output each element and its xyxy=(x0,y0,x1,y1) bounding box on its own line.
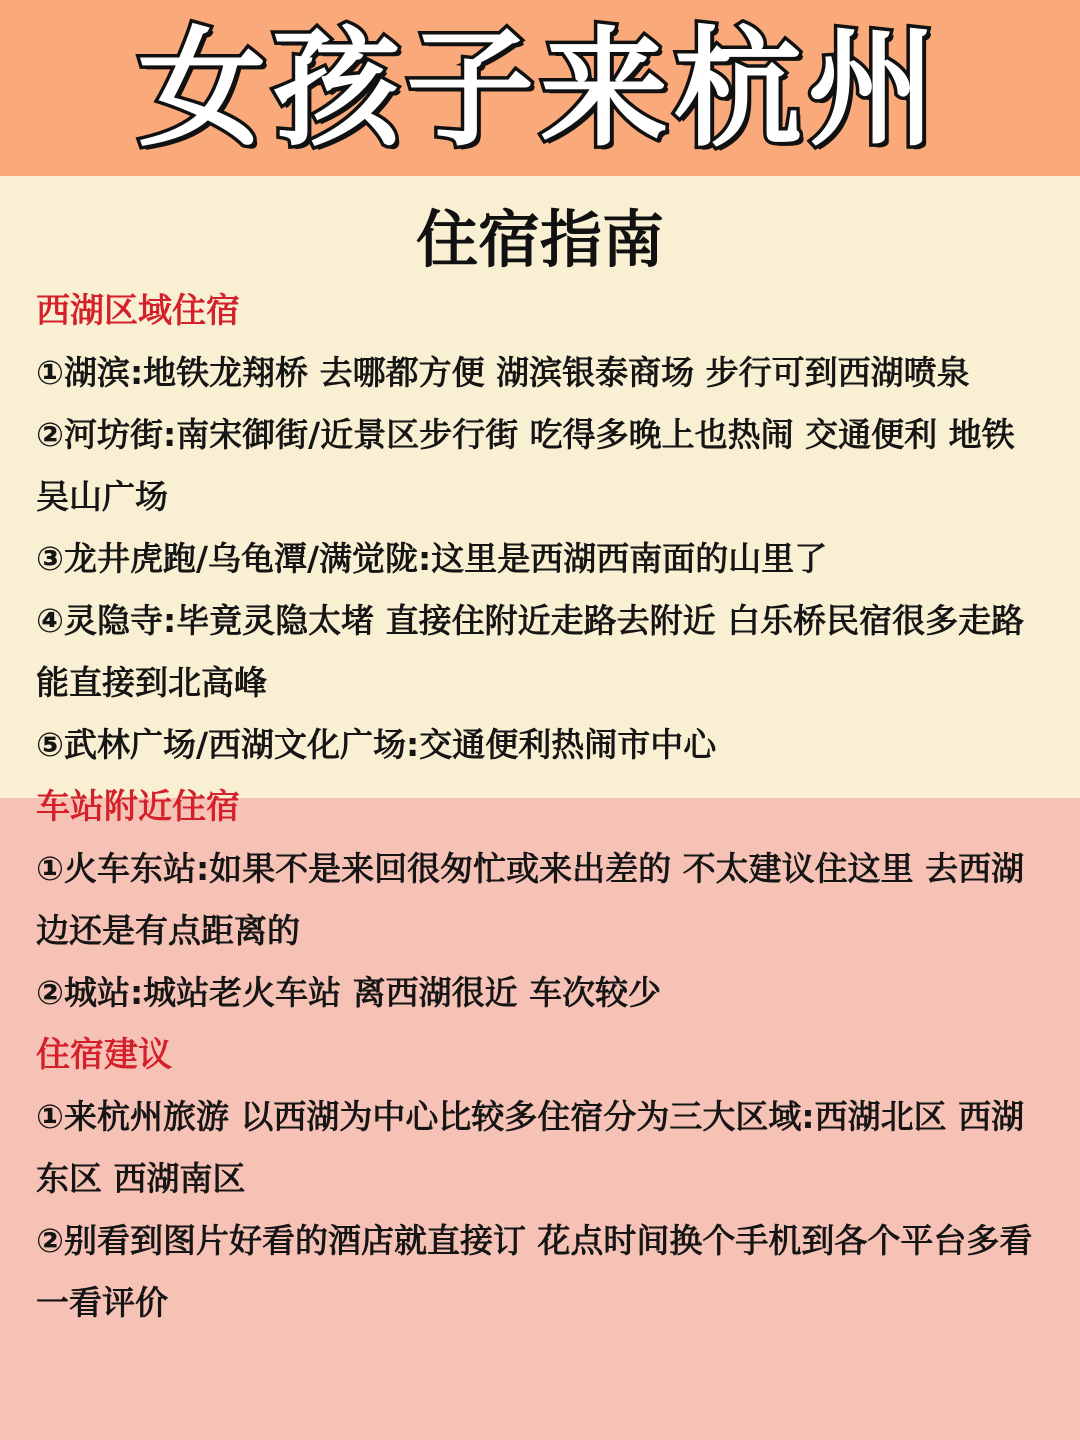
page-title: 女孩子来杭州 xyxy=(137,15,942,164)
list-item: ⑤武林广场/西湖文化广场:交通便利热闹市中心 xyxy=(36,725,717,764)
list-item: ③龙井虎跑/乌龟潭/满觉陇:这里是西湖西南面的山里了 xyxy=(36,539,828,578)
section-heading-station: 车站附近住宿 xyxy=(36,787,240,827)
list-item: ①湖滨:地铁龙翔桥 去哪都方便 湖滨银泰商场 步行可到西湖喷泉 xyxy=(36,353,970,392)
section-heading-westlake: 西湖区域住宿 xyxy=(36,291,240,331)
page-subtitle: 住宿指南 xyxy=(415,203,664,276)
list-item: ①来杭州旅游 以西湖为中心比较多住宿分为三大区域:西湖北区 西湖东区 西湖南区 xyxy=(36,1097,1025,1198)
list-item: ④灵隐寺:毕竟灵隐太堵 直接住附近走路去附近 白乐桥民宿很多走路能直接到北高峰 xyxy=(36,601,1025,702)
list-item: ①火车东站:如果不是来回很匆忙或来出差的 不太建议住这里 去西湖边还是有点距离的 xyxy=(36,849,1025,950)
section-heading-advice: 住宿建议 xyxy=(36,1035,172,1075)
list-item: ②别看到图片好看的酒店就直接订 花点时间换个手机到各个平台多看一看评价 xyxy=(36,1221,1033,1322)
list-item: ②城站:城站老火车站 离西湖很近 车次较少 xyxy=(36,973,662,1012)
guide-content xyxy=(36,280,1046,1334)
list-item: ②河坊街:南宋御街/近景区步行街 吃得多晚上也热闹 交通便利 地铁吴山广场 xyxy=(36,415,1015,516)
